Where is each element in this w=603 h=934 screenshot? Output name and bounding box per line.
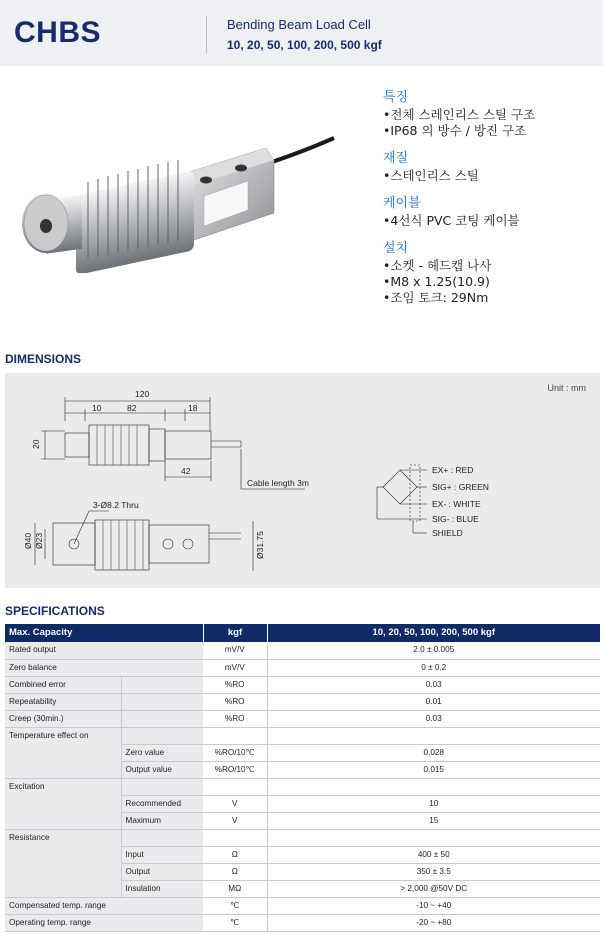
spec-value: 2.0 ± 0.005 [267, 642, 600, 659]
spec-unit: V [203, 795, 267, 812]
spec-unit: mV/V [203, 659, 267, 676]
spec-unit: MΩ [203, 880, 267, 897]
spec-value: 0.03 [267, 710, 600, 727]
spec-item: Temperature effect on [5, 727, 121, 744]
spec-row [5, 659, 600, 676]
spec-unit: Ω [203, 846, 267, 863]
wire-label: EX+ : RED [432, 465, 474, 475]
feature-title: 재질 [383, 151, 409, 166]
feature-item: •조임 토크: 29Nm [383, 290, 489, 305]
spec-unit: %RO [203, 710, 267, 727]
wire-label: SIG- : BLUE [432, 514, 479, 524]
dimensions-heading: DIMENSIONS [5, 352, 82, 366]
dim-total-length: 120 [135, 389, 150, 399]
feature-item: •스테인리스 스틸 [383, 168, 479, 183]
feature-title: 특징 [383, 90, 409, 105]
spec-value: 0.01 [267, 693, 600, 710]
spec-unit: %RO [203, 693, 267, 710]
spec-value: 0 ± 0.2 [267, 659, 600, 676]
spec-unit: %RO/10℃ [203, 744, 267, 761]
spec-subitem [121, 676, 203, 693]
spec-subitem [121, 710, 203, 727]
spec-row [5, 744, 600, 761]
spec-row [5, 829, 600, 846]
spec-value: -20 ~ +80 [267, 914, 600, 931]
feature-item: •M8 x 1.25(10.9) [383, 274, 490, 289]
spec-unit: ℃ [203, 914, 267, 931]
spec-value: 0.028 [267, 744, 600, 761]
spec-header-item: Max. Capacity [5, 624, 203, 642]
spec-subitem: Zero value [121, 744, 203, 761]
spec-header-row [5, 624, 600, 642]
capacity-list: 10, 20, 50, 100, 200, 500 kgf [227, 38, 382, 52]
spec-row [5, 693, 600, 710]
feature-group-cable [383, 196, 598, 229]
spec-row [5, 642, 600, 659]
spec-value: 0.015 [267, 761, 600, 778]
spec-unit: ℃ [203, 897, 267, 914]
spec-row [5, 880, 600, 897]
spec-header-value: 10, 20, 50, 100, 200, 500 kgf [267, 624, 600, 642]
wire-label: SIG+ : GREEN [432, 482, 489, 492]
spec-value: 0.03 [267, 676, 600, 693]
model-name: CHBS [14, 16, 102, 49]
dim-cable-length: Cable length 3m [247, 478, 309, 488]
spec-value: 15 [267, 812, 600, 829]
dim-block-length: 42 [181, 466, 191, 476]
spec-row [5, 761, 600, 778]
spec-item: Compensated temp. range [5, 897, 203, 914]
feature-title: 케이블 [383, 196, 421, 211]
spec-header-unit: kgf [203, 624, 267, 642]
spec-item: Zero balance [5, 659, 203, 676]
spec-subitem: Recommended [121, 795, 203, 812]
feature-group-characteristics [383, 90, 598, 139]
spec-value [267, 829, 600, 846]
features-panel [383, 90, 598, 318]
feature-title: 설치 [383, 241, 409, 256]
dim-right-block: 18 [188, 403, 198, 413]
spec-unit: %RO [203, 676, 267, 693]
dim-holes: 3-Ø8.2 Thru [93, 500, 139, 510]
spec-subitem [121, 829, 203, 846]
specifications-heading: SPECIFICATIONS [5, 604, 105, 618]
dimension-drawing [5, 373, 600, 588]
feature-item: •4선식 PVC 코팅 케이블 [383, 213, 520, 228]
spec-subitem: Maximum [121, 812, 203, 829]
spec-subitem [121, 778, 203, 795]
spec-unit: mV/V [203, 642, 267, 659]
dim-dia-inner: Ø23 [34, 532, 44, 549]
product-photo [16, 118, 346, 273]
spec-value: -10 ~ +40 [267, 897, 600, 914]
feature-group-installation [383, 241, 598, 306]
dim-dia-right: Ø31.75 [255, 531, 265, 559]
spec-row [5, 676, 600, 693]
spec-item [5, 880, 121, 897]
wire-label: SHIELD [432, 528, 463, 538]
wire-label: EX- : WHITE [432, 499, 481, 509]
spec-value: 350 ± 3.5 [267, 863, 600, 880]
spec-item [5, 863, 121, 880]
spec-item: Excitation [5, 778, 121, 795]
dim-left-offset: 10 [92, 403, 102, 413]
spec-value: 10 [267, 795, 600, 812]
spec-row [5, 897, 600, 914]
spec-row [5, 778, 600, 795]
spec-item: Repeatability [5, 693, 121, 710]
spec-unit [203, 727, 267, 744]
specifications-table [5, 624, 600, 932]
spec-item: Resistance [5, 829, 121, 846]
spec-unit [203, 829, 267, 846]
spec-row [5, 914, 600, 931]
spec-item [5, 812, 121, 829]
spec-row [5, 795, 600, 812]
spec-item [5, 761, 121, 778]
spec-subitem: Output value [121, 761, 203, 778]
feature-item: •전체 스레인리스 스틸 구조 [383, 107, 536, 122]
spec-row [5, 863, 600, 880]
spec-unit: Ω [203, 863, 267, 880]
feature-item: •IP68 의 방수 / 방진 구조 [383, 123, 527, 138]
dim-hole-spacing: 82 [127, 403, 137, 413]
spec-item [5, 846, 121, 863]
dim-dia-outer: Ø40 [23, 532, 33, 549]
spec-subitem [121, 693, 203, 710]
spec-row [5, 846, 600, 863]
spec-item: Creep (30min.) [5, 710, 121, 727]
spec-subitem: Input [121, 846, 203, 863]
spec-unit [203, 778, 267, 795]
spec-subitem [121, 727, 203, 744]
spec-value: > 2,000 @50V DC [267, 880, 600, 897]
unit-label: Unit : mm [547, 383, 586, 393]
spec-unit: %RO/10℃ [203, 761, 267, 778]
spec-value [267, 727, 600, 744]
spec-value: 400 ± 50 [267, 846, 600, 863]
feature-item: •소켓 - 헤드캡 나사 [383, 258, 492, 273]
spec-row [5, 812, 600, 829]
header-divider [206, 16, 207, 54]
spec-item: Rated output [5, 642, 203, 659]
product-subtitle: Bending Beam Load Cell [227, 17, 371, 32]
spec-item [5, 795, 121, 812]
spec-value [267, 778, 600, 795]
feature-group-material [383, 151, 598, 184]
spec-row [5, 727, 600, 744]
header-band [0, 0, 603, 66]
spec-item: Combined error [5, 676, 121, 693]
spec-subitem: Insulation [121, 880, 203, 897]
dimensions-panel [5, 373, 600, 588]
spec-item [5, 744, 121, 761]
spec-subitem: Output [121, 863, 203, 880]
spec-row [5, 710, 600, 727]
dim-height: 20 [31, 439, 41, 449]
spec-item: Operating temp. range [5, 914, 203, 931]
spec-unit: V [203, 812, 267, 829]
